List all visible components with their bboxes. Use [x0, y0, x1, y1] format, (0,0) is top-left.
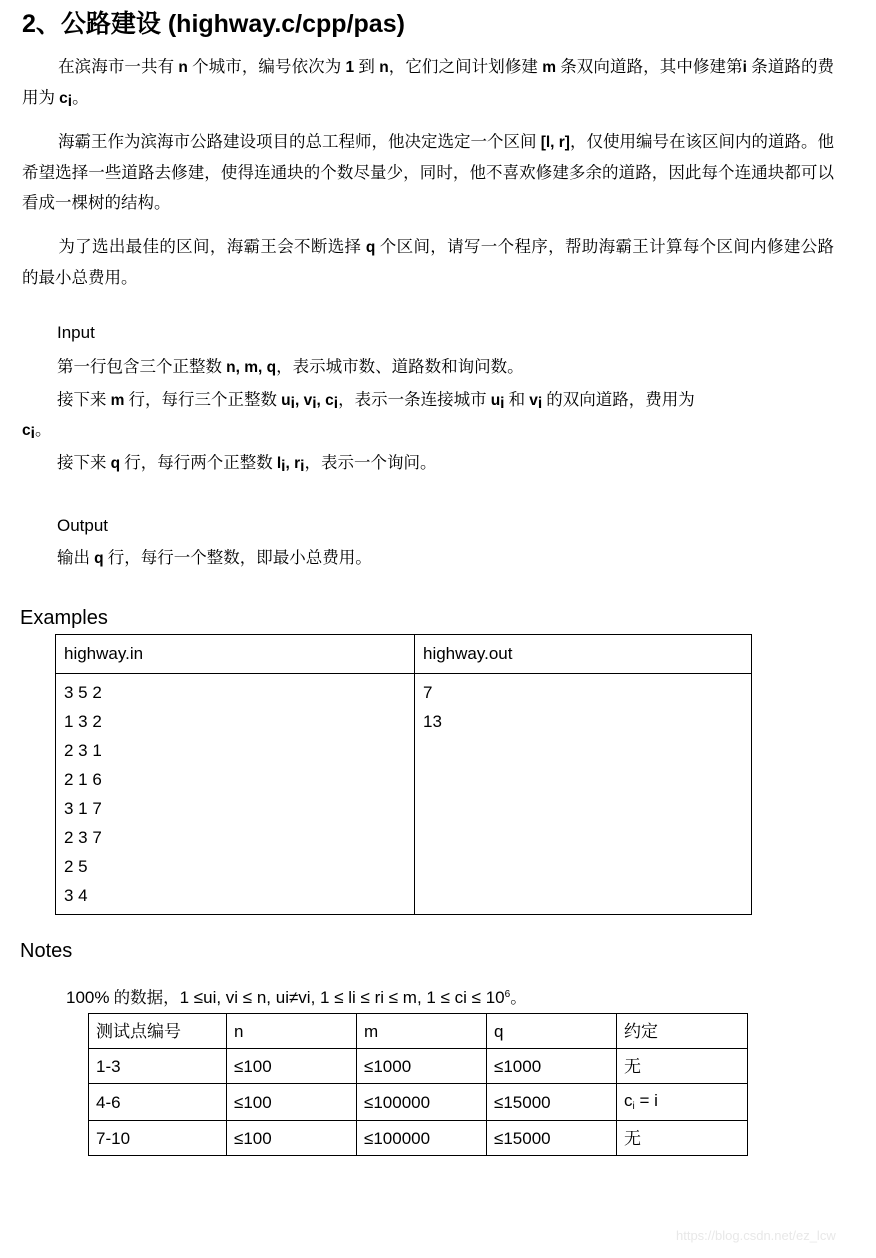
p1-seg5: 条双向道路，其中修建第 [556, 57, 743, 76]
notes-header-q: q [487, 1014, 617, 1049]
constraint-percentage: 100% [66, 988, 110, 1007]
constraint-cjk-suffix: 。 [510, 988, 527, 1007]
list-item: 2 3 1 [64, 741, 102, 760]
example-input-lines [64, 678, 414, 910]
note-formula-base: c [624, 1091, 633, 1110]
list-item: 2 5 [64, 857, 88, 876]
section-heading-input: Input [57, 323, 95, 342]
in3-var-l: l [276, 455, 282, 472]
table-row [56, 674, 752, 915]
in3-var-r: r [294, 455, 301, 472]
notes-cell-q: ≤1000 [487, 1049, 617, 1084]
in2-var-v2-subscript: i [537, 395, 543, 412]
p2-seg1: 海霸王作为滨海市公路建设项目的总工程师，他决定选定一个区间 [58, 132, 541, 151]
p1-seg6: 条道路的费用为 [22, 57, 835, 107]
section-heading-examples: Examples [20, 607, 108, 629]
notes-constraints-table [88, 1013, 748, 1156]
p3-seg2: 个区间，请写一个程序，帮助海霸王计算每个区间内修建公路的最小总费用。 [22, 237, 835, 287]
in1-seg2: ，表示城市数、道路数和询问数。 [276, 357, 524, 376]
notes-header-testcase: 测试点编号 [89, 1014, 227, 1049]
input-spec-line-2 [57, 385, 847, 416]
list-item: 3 5 2 [64, 683, 102, 702]
list-item: 3 4 [64, 886, 88, 905]
p1-seg7: 。 [72, 88, 89, 107]
list-item: 1 3 2 [64, 712, 102, 731]
notes-cell-m: ≤1000 [357, 1049, 487, 1084]
in2-seg2: 行，每行三个正整数 [124, 390, 282, 409]
out1-seg2: 行，每行一个整数，即最小总费用。 [103, 548, 372, 567]
constraint-expression: 1 ≤ui, vi ≤ n, ui≠vi, 1 ≤ li ≤ ri ≤ m, 1 ≤ ci ≤ 10 [179, 988, 505, 1007]
notes-cell-q: ≤15000 [487, 1121, 617, 1156]
p1-seg3: 到 [354, 57, 380, 76]
notes-header-m: m [357, 1014, 487, 1049]
p1-var-c-subscript: i [67, 93, 73, 110]
constraint-line [66, 985, 527, 1014]
note-formula-tail: = i [634, 1091, 658, 1110]
in2-var-v2: v [529, 392, 538, 409]
in1-vars: n, m, q [226, 359, 277, 376]
in3-var-r-subscript: i [300, 458, 305, 475]
notes-cell-note: 无 [617, 1121, 748, 1156]
notes-cell-testcase: 7-10 [89, 1121, 227, 1156]
notes-cell-m: ≤100000 [357, 1084, 487, 1121]
in3-var-l-subscript: i [281, 458, 286, 475]
p1-num-1: 1 [345, 59, 355, 76]
p2-interval-lr: [l, r] [540, 134, 570, 151]
in2-var-m: m [110, 392, 125, 409]
watermark: https://blog.csdn.net/ez_lcw [676, 1228, 836, 1243]
in2-var-u2: u [490, 392, 501, 409]
out1-var-q: q [94, 550, 104, 567]
notes-cell-q: ≤15000 [487, 1084, 617, 1121]
in2-var-u-subscript: i [290, 395, 295, 412]
examples-header-output: highway.out [415, 635, 752, 674]
in3-comma: , [285, 455, 295, 472]
table-row [89, 1014, 748, 1049]
intro-paragraph-1 [22, 52, 834, 114]
examples-cell-input [56, 674, 415, 915]
in2-comma-1: , [294, 392, 304, 409]
p1-var-n2: n [379, 59, 389, 76]
table-row [89, 1084, 748, 1121]
example-output-lines [423, 678, 751, 736]
page-title: 2、公路建设 (highway.c/cpp/pas) [22, 10, 405, 38]
in2-var-v: v [303, 392, 313, 409]
constraint-exponent: 6 [504, 989, 511, 1000]
in2-seg3: ，表示一条连接城市 [338, 390, 491, 409]
in3-var-q: q [110, 455, 121, 472]
p1-seg1: 在滨海市一共有 [58, 57, 179, 76]
table-row [89, 1121, 748, 1156]
notes-cell-n: ≤100 [227, 1121, 357, 1156]
note-formula-subscript: i [632, 1101, 635, 1112]
in2-seg4: 和 [504, 390, 530, 409]
p2-seg2: ，仅使用编号在该区间内的道路。他希望选择一些道路去修建，使得连通块的个数尽量少，同时，他不喜欢修建多余的道路，因此每个连通块都可以看成一棵树的结构。 [22, 132, 834, 212]
p1-var-i: i [742, 59, 747, 76]
p1-var-c: c [59, 90, 68, 107]
p3-seg1: 为了选出最佳的区间，海霸王会不断选择 [58, 237, 366, 256]
section-heading-notes: Notes [20, 940, 73, 962]
input-spec-line-2-wrap [22, 415, 51, 446]
in2-var-u: u [281, 392, 291, 409]
list-item: 2 3 7 [64, 828, 102, 847]
in2-var-c: c [325, 392, 334, 409]
in2-comma-2: , [316, 392, 326, 409]
list-item: 2 1 6 [64, 770, 102, 789]
examples-header-input: highway.in [56, 635, 415, 674]
intro-paragraph-2 [22, 127, 834, 218]
notes-cell-n: ≤100 [227, 1084, 357, 1121]
in3-seg2: 行，每行两个正整数 [120, 453, 277, 472]
list-item: 3 1 7 [64, 799, 102, 818]
examples-cell-output [415, 674, 752, 915]
in2-var-v-subscript: i [312, 395, 317, 412]
out1-seg1: 输出 [57, 548, 95, 567]
notes-cell-note [617, 1084, 748, 1121]
in3-seg3: ，表示一个询问。 [304, 453, 437, 472]
input-spec-line-3 [57, 448, 847, 479]
list-item: 13 [423, 712, 442, 731]
list-item: 7 [423, 683, 433, 702]
constraint-cjk-prefix: 的数据， [109, 988, 180, 1007]
p1-seg4: ，它们之间计划修建 [388, 57, 543, 76]
in2-wrap-var-c-subscript: i [30, 425, 35, 442]
notes-cell-testcase: 4-6 [89, 1084, 227, 1121]
in1-seg1: 第一行包含三个正整数 [57, 357, 227, 376]
p1-var-n: n [178, 59, 188, 76]
p1-seg2: 个城市，编号依次为 [187, 57, 346, 76]
p1-var-m: m [542, 59, 557, 76]
input-spec-line-1 [57, 352, 847, 383]
notes-cell-testcase: 1-3 [89, 1049, 227, 1084]
notes-header-n: n [227, 1014, 357, 1049]
in3-seg1: 接下来 [57, 453, 111, 472]
intro-paragraph-3 [22, 232, 834, 293]
section-heading-output: Output [57, 516, 109, 535]
in2-seg5: 的双向道路，费用为 [542, 390, 695, 409]
notes-cell-m: ≤100000 [357, 1121, 487, 1156]
notes-cell-n: ≤100 [227, 1049, 357, 1084]
in2-seg1: 接下来 [57, 390, 111, 409]
notes-header-note: 约定 [617, 1014, 748, 1049]
in2-wrap-period: 。 [34, 420, 52, 439]
examples-table [55, 634, 752, 915]
notes-cell-note: 无 [617, 1049, 748, 1084]
in2-wrap-var-c: c [22, 422, 31, 439]
table-row [89, 1049, 748, 1084]
table-row [56, 635, 752, 674]
p3-var-q: q [365, 239, 376, 256]
output-spec-line-1 [57, 543, 847, 574]
in2-var-u2-subscript: i [500, 395, 505, 412]
in2-var-c-subscript: i [333, 395, 339, 412]
